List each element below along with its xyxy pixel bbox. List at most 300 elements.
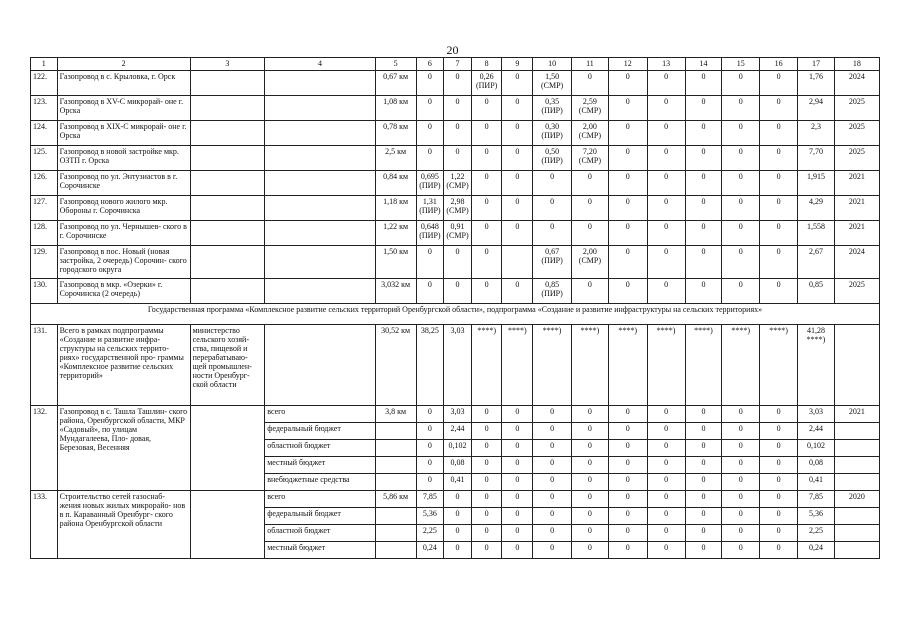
value-cell: 0 <box>722 423 760 440</box>
value-cell: 0 <box>722 196 760 221</box>
data-table <box>30 57 880 559</box>
value-cell: 0 <box>502 221 533 246</box>
value-cell: 0 <box>760 196 798 221</box>
value-cell: 0 <box>647 508 685 525</box>
value-cell: 0 <box>722 221 760 246</box>
year-cell <box>834 508 879 525</box>
value-cell: 0 <box>502 508 533 525</box>
value-cell: 0,67 (ПИР) <box>533 246 572 279</box>
value-cell: 0 <box>647 246 685 279</box>
year-cell <box>834 423 879 440</box>
value-cell: 0 <box>533 221 572 246</box>
value-cell: 0 <box>533 508 572 525</box>
value-cell: 0 <box>471 96 502 121</box>
row-number: 132. <box>31 406 58 491</box>
length-cell: 30,52 км <box>375 325 416 406</box>
value-cell: 2025 <box>834 121 879 146</box>
table-row <box>31 279 880 304</box>
value-cell: 1,76 <box>798 71 835 96</box>
value-cell: 0 <box>722 474 760 491</box>
funding-source-cell: федеральный бюджет <box>265 423 375 440</box>
value-cell: 0 <box>722 406 760 423</box>
value-cell: 2021 <box>834 196 879 221</box>
executor-cell <box>190 146 265 171</box>
value-cell: 2,00 (СМР) <box>572 246 609 279</box>
value-cell: 0 <box>760 423 798 440</box>
value-cell: 0 <box>416 474 444 491</box>
value-cell: 0 <box>760 474 798 491</box>
object-name: Газопровод в новой застройке мкр. ОЗТП г. Орска <box>57 146 190 171</box>
section-title: Государственная программа «Комплексное развитие сельских территорий Оренбургской области», подпрограмма «Создание и развитие инфраструктуры на сельских территориях» <box>31 304 880 325</box>
value-cell: 0 <box>722 491 760 508</box>
row-number: 130. <box>31 279 58 304</box>
funding-source-cell: местный бюджет <box>265 457 375 474</box>
table-row <box>31 171 880 196</box>
value-cell: 0 <box>471 525 502 542</box>
value-cell: 0 <box>572 525 609 542</box>
value-cell: 0 <box>533 423 572 440</box>
value-cell: 7,85 <box>416 491 444 508</box>
length-cell <box>375 474 416 491</box>
value-cell: 0 <box>608 440 647 457</box>
value-cell: 0 <box>572 71 609 96</box>
funding-source-cell <box>265 325 375 406</box>
value-cell: 0 <box>722 146 760 171</box>
row-number: 124. <box>31 121 58 146</box>
value-cell: 0 <box>760 440 798 457</box>
value-cell: 0 <box>608 171 647 196</box>
funding-source-cell <box>265 146 375 171</box>
value-cell: 0 <box>502 542 533 559</box>
length-cell: 0,84 км <box>375 171 416 196</box>
value-cell: 0 <box>471 171 502 196</box>
value-cell: 0 <box>444 71 472 96</box>
value-cell: 4,29 <box>798 196 835 221</box>
value-cell: 0 <box>572 457 609 474</box>
value-cell: 0,41 <box>798 474 835 491</box>
value-cell: 0,24 <box>798 542 835 559</box>
table-row <box>31 196 880 221</box>
value-cell: 0 <box>608 406 647 423</box>
object-name: Газопровод в XV-С микрорай- оне г. Орска <box>57 96 190 121</box>
value-cell: 0 <box>502 71 533 96</box>
value-cell: 0 <box>647 171 685 196</box>
value-cell: 0 <box>572 406 609 423</box>
value-cell: 0,24 <box>416 542 444 559</box>
row-number: 128. <box>31 221 58 246</box>
value-cell: 0 <box>722 246 760 279</box>
value-cell: ****) <box>471 325 502 406</box>
value-cell: 0 <box>722 508 760 525</box>
value-cell: 1,31 (ПИР) <box>416 196 444 221</box>
executor-cell <box>190 491 265 559</box>
funding-source-cell: областной бюджет <box>265 525 375 542</box>
value-cell: 0,85 <box>798 279 835 304</box>
value-cell: 0 <box>444 279 472 304</box>
executor-cell <box>190 71 265 96</box>
table-row <box>31 221 880 246</box>
value-cell: 0 <box>608 221 647 246</box>
value-cell: 0 <box>760 246 798 279</box>
value-cell: 0 <box>444 525 472 542</box>
value-cell: 0 <box>647 121 685 146</box>
length-cell: 1,18 км <box>375 196 416 221</box>
value-cell: 0,30 (ПИР) <box>533 121 572 146</box>
value-cell: 0 <box>502 146 533 171</box>
column-header: 10 <box>533 58 572 71</box>
value-cell: 5,36 <box>416 508 444 525</box>
value-cell: 0 <box>572 279 609 304</box>
value-cell: 2,67 <box>798 246 835 279</box>
length-cell: 5,86 км <box>375 491 416 508</box>
value-cell: 2,44 <box>798 423 835 440</box>
value-cell: 0 <box>647 440 685 457</box>
value-cell: 0 <box>647 423 685 440</box>
value-cell: 0 <box>608 146 647 171</box>
funding-source-cell: всего <box>265 406 375 423</box>
value-cell: 0 <box>572 196 609 221</box>
funding-source-cell: местный бюджет <box>265 542 375 559</box>
year-cell <box>834 440 879 457</box>
value-cell: ****) <box>502 325 533 406</box>
value-cell: ****) <box>647 325 685 406</box>
value-cell: 0 <box>533 196 572 221</box>
funding-source-cell <box>265 246 375 279</box>
executor-cell <box>190 221 265 246</box>
value-cell: 2,44 <box>444 423 472 440</box>
value-cell: 0 <box>608 246 647 279</box>
object-name: Всего в рамках подпрограммы «Создание и развитие инфра- структуры на сельских террито- риях» государственной про- граммы «Комплексное развитие сельских территорий» <box>57 325 190 406</box>
funding-source-cell: областной бюджет <box>265 440 375 457</box>
value-cell: 1,22 (СМР) <box>444 171 472 196</box>
value-cell: 0 <box>533 440 572 457</box>
page-number: 20 <box>446 43 459 57</box>
value-cell: 2021 <box>834 171 879 196</box>
value-cell: 0 <box>685 440 722 457</box>
length-cell <box>375 423 416 440</box>
value-cell: 0 <box>502 457 533 474</box>
value-cell: 2,59 (СМР) <box>572 96 609 121</box>
value-cell: 0 <box>685 221 722 246</box>
row-number: 125. <box>31 146 58 171</box>
year-cell: 2021 <box>834 406 879 423</box>
value-cell: 0 <box>722 525 760 542</box>
value-cell: 0 <box>685 423 722 440</box>
object-name: Газопровод нового жилого мкр. Обороны г. Сорочинска <box>57 196 190 221</box>
value-cell: 0 <box>572 440 609 457</box>
value-cell: 0 <box>444 121 472 146</box>
value-cell: ****) <box>572 325 609 406</box>
value-cell: 0 <box>502 491 533 508</box>
value-cell: 0 <box>533 491 572 508</box>
value-cell: 0 <box>647 457 685 474</box>
funding-source-cell <box>265 96 375 121</box>
value-cell: 0 <box>722 457 760 474</box>
object-name: Газопровод в XIX-С микрорай- оне г. Орска <box>57 121 190 146</box>
value-cell: 0 <box>533 171 572 196</box>
value-cell: 0 <box>471 196 502 221</box>
row-number: 127. <box>31 196 58 221</box>
value-cell: 0 <box>647 146 685 171</box>
funding-source-cell: внебюджетные средства <box>265 474 375 491</box>
length-cell <box>375 457 416 474</box>
value-cell: 0 <box>444 96 472 121</box>
value-cell: 0 <box>608 508 647 525</box>
table-row <box>31 325 880 406</box>
column-header: 18 <box>834 58 879 71</box>
value-cell: 0 <box>502 406 533 423</box>
value-cell: 0 <box>444 491 472 508</box>
executor-cell <box>190 406 265 491</box>
value-cell: 0 <box>685 279 722 304</box>
value-cell: 0 <box>685 491 722 508</box>
value-cell: 0 <box>572 221 609 246</box>
length-cell <box>375 525 416 542</box>
object-name: Газопровод по ул. Чернышев- ского в г. Сорочинске <box>57 221 190 246</box>
value-cell: 0,50 (ПИР) <box>533 146 572 171</box>
value-cell: 0 <box>471 474 502 491</box>
funding-source-cell: федеральный бюджет <box>265 508 375 525</box>
value-cell: 0 <box>502 121 533 146</box>
value-cell: 2,25 <box>798 525 835 542</box>
value-cell: 41,28 ****) <box>798 325 835 406</box>
value-cell: 0 <box>533 457 572 474</box>
year-cell: 2020 <box>834 491 879 508</box>
value-cell: 0 <box>502 474 533 491</box>
year-cell <box>834 474 879 491</box>
value-cell: 0 <box>760 121 798 146</box>
value-cell: 0 <box>471 457 502 474</box>
object-name: Газопровод в с. Крыловка, г. Орск <box>57 71 190 96</box>
column-header: 6 <box>416 58 444 71</box>
value-cell: 0 <box>444 508 472 525</box>
value-cell: 0 <box>471 121 502 146</box>
value-cell: 0 <box>416 406 444 423</box>
executor-cell: министерство сельского хозяй- ства, пищевой и перерабатываю- щей промышлен- ности Оренбург- ской области <box>190 325 265 406</box>
length-cell: 2,5 км <box>375 146 416 171</box>
object-name: Строительство сетей газоснаб- жения новых жилых микрорайо- нов в п. Караванный Оренбург- ского района Оренбургской области <box>57 491 190 559</box>
value-cell: 0 <box>416 71 444 96</box>
value-cell: 1,558 <box>798 221 835 246</box>
length-cell: 3,8 км <box>375 406 416 423</box>
value-cell: 0,08 <box>444 457 472 474</box>
value-cell <box>502 246 533 279</box>
row-number: 122. <box>31 71 58 96</box>
value-cell: 0 <box>471 440 502 457</box>
value-cell: 2021 <box>834 221 879 246</box>
value-cell: 0 <box>685 508 722 525</box>
value-cell: 0,08 <box>798 457 835 474</box>
value-cell: 0 <box>760 457 798 474</box>
year-cell <box>834 457 879 474</box>
value-cell: 0 <box>685 457 722 474</box>
value-cell: 0 <box>502 279 533 304</box>
value-cell: 3,03 <box>444 325 472 406</box>
value-cell: 0 <box>471 423 502 440</box>
value-cell: 0,648 (ПИР) <box>416 221 444 246</box>
value-cell <box>834 325 879 406</box>
value-cell: 0 <box>416 279 444 304</box>
value-cell: 0 <box>685 525 722 542</box>
value-cell: 0 <box>533 525 572 542</box>
value-cell: 0 <box>685 474 722 491</box>
value-cell: 0 <box>760 96 798 121</box>
value-cell: ****) <box>608 325 647 406</box>
column-header: 1 <box>31 58 58 71</box>
funding-source-cell <box>265 171 375 196</box>
column-header: 5 <box>375 58 416 71</box>
value-cell: 2,3 <box>798 121 835 146</box>
value-cell: 0 <box>471 279 502 304</box>
value-cell: 0 <box>647 406 685 423</box>
value-cell: 0,26 (ПИР) <box>471 71 502 96</box>
executor-cell <box>190 279 265 304</box>
value-cell: 0 <box>760 542 798 559</box>
table-row <box>31 406 880 423</box>
value-cell: 0 <box>416 96 444 121</box>
value-cell: 0 <box>760 508 798 525</box>
value-cell: 0 <box>647 491 685 508</box>
value-cell: 0 <box>533 542 572 559</box>
value-cell: 0 <box>647 525 685 542</box>
value-cell: 0 <box>608 96 647 121</box>
object-name: Газопровод в пос. Новый (новая застройка, 2 очередь) Сорочин- ского городского округа <box>57 246 190 279</box>
length-cell: 1,50 км <box>375 246 416 279</box>
value-cell: 0 <box>647 542 685 559</box>
value-cell: 0 <box>471 406 502 423</box>
executor-cell <box>190 96 265 121</box>
value-cell: 0 <box>471 146 502 171</box>
value-cell: 0 <box>760 71 798 96</box>
funding-source-cell <box>265 196 375 221</box>
value-cell: 0 <box>572 542 609 559</box>
column-header: 15 <box>722 58 760 71</box>
value-cell: ****) <box>533 325 572 406</box>
header-row <box>31 58 880 71</box>
value-cell: 2025 <box>834 279 879 304</box>
value-cell: 0,102 <box>798 440 835 457</box>
value-cell: 0,91 (СМР) <box>444 221 472 246</box>
value-cell: 1,50 (СМР) <box>533 71 572 96</box>
value-cell: 0 <box>685 246 722 279</box>
value-cell: 2024 <box>834 71 879 96</box>
object-name: Газопровод по ул. Энтузиастов в г. Сорочинске <box>57 171 190 196</box>
value-cell: 0 <box>685 171 722 196</box>
table-row <box>31 146 880 171</box>
row-number: 131. <box>31 325 58 406</box>
value-cell: 0 <box>685 196 722 221</box>
column-header: 11 <box>572 58 609 71</box>
column-header: 2 <box>57 58 190 71</box>
column-header: 16 <box>760 58 798 71</box>
value-cell: 0 <box>572 423 609 440</box>
value-cell: ****) <box>685 325 722 406</box>
value-cell: 0 <box>760 525 798 542</box>
value-cell: 0 <box>647 279 685 304</box>
value-cell: 0 <box>502 525 533 542</box>
value-cell: 1,915 <box>798 171 835 196</box>
row-number: 129. <box>31 246 58 279</box>
value-cell: 0 <box>685 121 722 146</box>
value-cell: 0 <box>608 457 647 474</box>
funding-source-cell: всего <box>265 491 375 508</box>
row-number: 133. <box>31 491 58 559</box>
value-cell: 0 <box>471 508 502 525</box>
value-cell: 2025 <box>834 146 879 171</box>
value-cell: 0 <box>685 96 722 121</box>
value-cell: 0 <box>722 440 760 457</box>
value-cell: 2025 <box>834 96 879 121</box>
object-name: Газопровод в мкр. «Озерки» г. Сорочинска (2 очередь) <box>57 279 190 304</box>
column-header: 12 <box>608 58 647 71</box>
funding-source-cell <box>265 221 375 246</box>
value-cell: 0 <box>502 423 533 440</box>
value-cell: 0 <box>647 221 685 246</box>
value-cell: 0 <box>416 121 444 146</box>
value-cell: 0 <box>416 423 444 440</box>
length-cell <box>375 440 416 457</box>
value-cell: 5,36 <box>798 508 835 525</box>
value-cell: 0 <box>647 71 685 96</box>
value-cell: 0 <box>722 171 760 196</box>
row-number: 123. <box>31 96 58 121</box>
value-cell: 0 <box>722 71 760 96</box>
object-name: Газопровод в с. Taшла Ташлин- ского района, Оренбургской области, МКР «Садовый», по улицам Мундагалеева, Пло- довая, Березовая, Весенняя <box>57 406 190 491</box>
length-cell <box>375 508 416 525</box>
value-cell: 0 <box>608 71 647 96</box>
value-cell: 0 <box>471 542 502 559</box>
column-header: 4 <box>265 58 375 71</box>
value-cell: 0 <box>608 542 647 559</box>
value-cell: 0 <box>572 171 609 196</box>
value-cell: 0 <box>722 542 760 559</box>
table-row <box>31 121 880 146</box>
year-cell <box>834 542 879 559</box>
value-cell: 0,85 (ПИР) <box>533 279 572 304</box>
value-cell: 0 <box>647 196 685 221</box>
column-header: 14 <box>685 58 722 71</box>
value-cell: 0 <box>502 171 533 196</box>
value-cell: 2,25 <box>416 525 444 542</box>
value-cell: 0 <box>608 196 647 221</box>
value-cell: 0 <box>416 440 444 457</box>
value-cell: 0 <box>647 96 685 121</box>
value-cell: 0 <box>416 457 444 474</box>
value-cell: 0 <box>760 171 798 196</box>
length-cell: 3,032 км <box>375 279 416 304</box>
value-cell: 0,41 <box>444 474 472 491</box>
value-cell: 0 <box>471 491 502 508</box>
value-cell: 0 <box>416 146 444 171</box>
value-cell: 0 <box>760 221 798 246</box>
value-cell: 0 <box>471 221 502 246</box>
value-cell: 0 <box>416 246 444 279</box>
value-cell: 0 <box>444 542 472 559</box>
executor-cell <box>190 171 265 196</box>
table-row <box>31 246 880 279</box>
value-cell: 0 <box>608 423 647 440</box>
value-cell: 7,85 <box>798 491 835 508</box>
value-cell: 0 <box>572 508 609 525</box>
value-cell: 0 <box>533 474 572 491</box>
value-cell: 0 <box>685 71 722 96</box>
value-cell: 0 <box>444 246 472 279</box>
value-cell: 0 <box>647 474 685 491</box>
executor-cell <box>190 196 265 221</box>
value-cell: ****) <box>760 325 798 406</box>
column-header: 9 <box>502 58 533 71</box>
table-row <box>31 71 880 96</box>
